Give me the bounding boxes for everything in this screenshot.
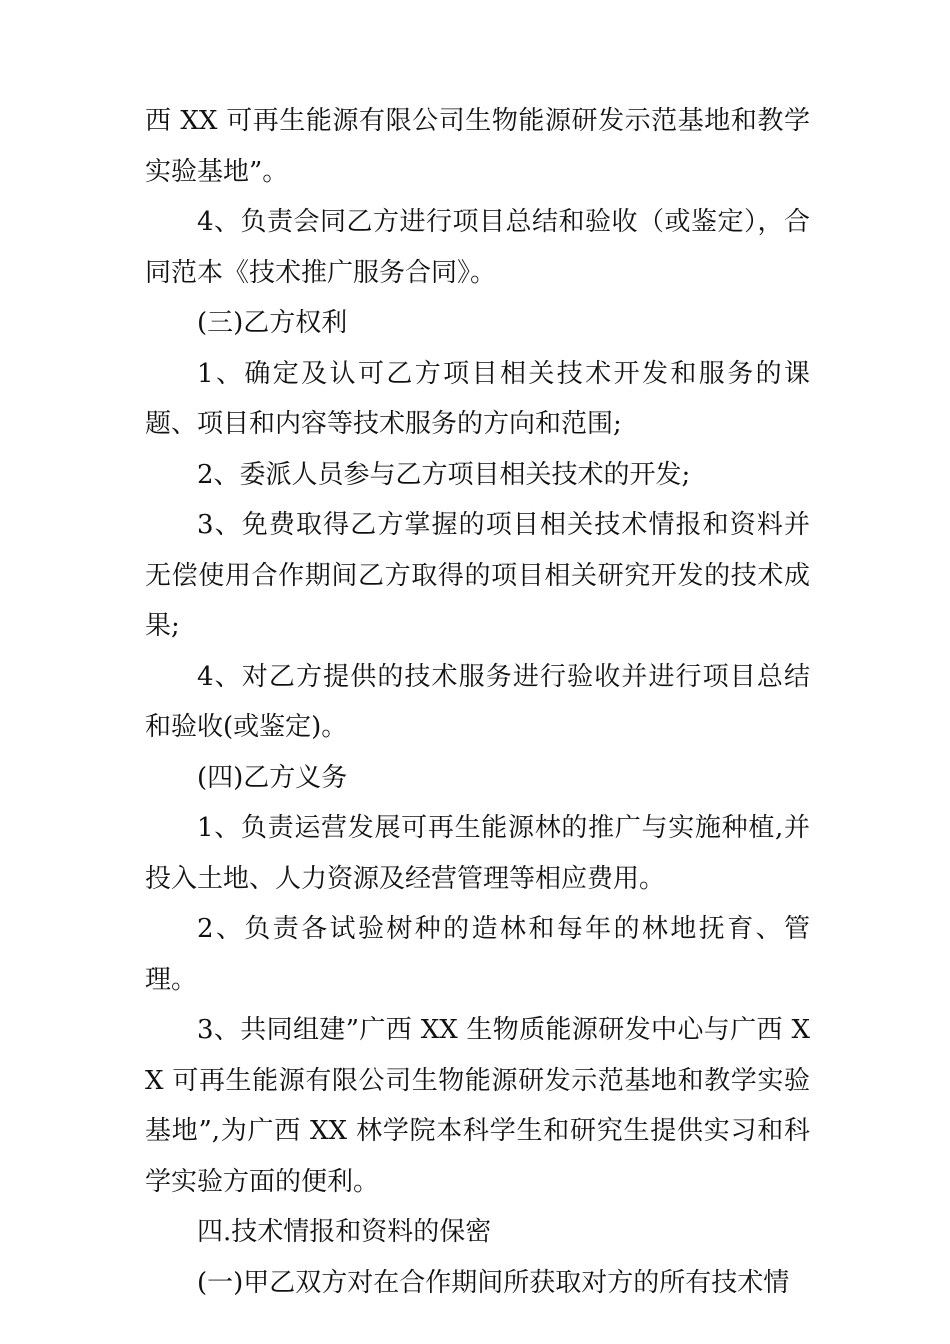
paragraph-4: 2、委派人员参与乙方项目相关技术的开发; — [197, 459, 691, 490]
section-heading-party-b-rights: (三)乙方权利 — [197, 308, 348, 338]
section-heading-party-b-obligations: (四)乙方义务 — [197, 762, 348, 793]
paragraph-9: 2、负责各试验树种的造林和每年的林地抚育、管理。 — [145, 914, 810, 995]
document-body — [145, 96, 810, 1308]
paragraph-0: 西 XX 可再生能源有限公司生物能源研发示范基地和教学实验基地”。 — [145, 106, 810, 187]
paragraph-10: 3、共同组建”广西 XX 生物质能源研发中心与广西 XX 可再生能源有限公司生物能源研发示范基地和教学实验基地”,为广西 XX 林学院本科学生和研究生提供实习和科学实验方面的便利。 — [145, 1015, 810, 1197]
section-heading-confidentiality: 四.技术情报和资料的保密 — [197, 1217, 492, 1247]
paragraph-6: 4、对乙方提供的技术服务进行验收并进行项目总结和验收(或鉴定)。 — [145, 661, 810, 742]
paragraph-8: 1、负责运营发展可再生能源林的推广与实施种植,并投入土地、人力资源及经营管理等相应费用。 — [145, 813, 810, 894]
paragraph-5: 3、免费取得乙方掌握的项目相关技术情报和资料并无偿使用合作期间乙方取得的项目相关研究开发的技术成果; — [145, 510, 810, 641]
paragraph-3: 1、确定及认可乙方项目相关技术开发和服务的课题、项目和内容等技术服务的方向和范围; — [145, 358, 810, 439]
paragraph-1: 4、负责会同乙方进行项目总结和验收（或鉴定），合同范本《技术推广服务合同》。 — [145, 207, 810, 288]
paragraph-12: (一)甲乙双方对在合作期间所获取对方的所有技术情 — [197, 1267, 790, 1298]
